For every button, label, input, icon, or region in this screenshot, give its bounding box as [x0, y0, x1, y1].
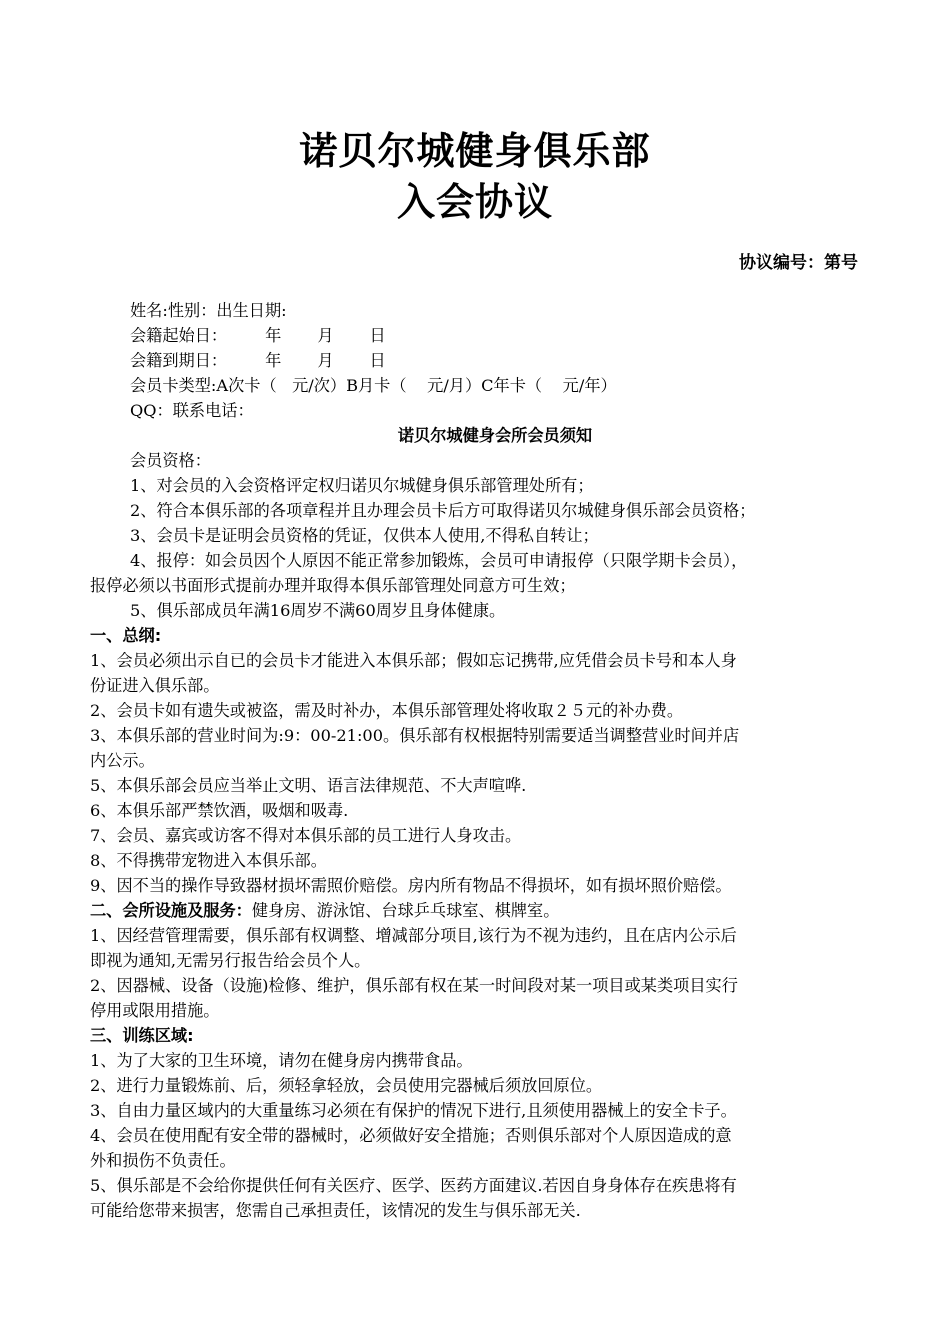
- training-rule-line: 3、自由力量区域内的大重量练习必须在有保护的情况下进行,且须使用器械上的安全卡子。: [90, 1101, 737, 1120]
- section-heading-facilities: [90, 900, 870, 922]
- facilities-rule-line: 2、因器械、设备（设施)检修、维护，俱乐部有权在某一时间段对某一项目或某类项目实行: [90, 976, 738, 995]
- document-subtitle: 入会协议: [396, 180, 553, 224]
- facilities-rule-line: 即视为通知,无需另行报告给会员个人。: [90, 951, 371, 970]
- membership-end-line: [130, 350, 910, 372]
- training-rule-line: 1、为了大家的卫生环境，请勿在健身房内携带食品。: [90, 1051, 473, 1070]
- document-title: 诺贝尔城健身俱乐部: [299, 129, 651, 173]
- general-rule-line: 内公示。: [90, 751, 155, 770]
- general-rule-line: 8、不得携带宠物进入本俱乐部。: [90, 851, 327, 870]
- training-rule-line: 2、进行力量锻炼前、后，须轻拿轻放，会员使用完器械后须放回原位。: [90, 1076, 603, 1095]
- start-label: 会籍起始日：: [130, 326, 228, 345]
- notice-title: 诺贝尔城健身会所会员须知: [397, 426, 593, 445]
- section-heading-training: 三、训练区域:: [90, 1026, 194, 1045]
- agreement-number: 协议编号：第号: [739, 253, 858, 273]
- name-field-line: 姓名:性别：出生日期:: [130, 301, 287, 320]
- general-rule-line: 9、因不当的操作导致器材损坏需照价赔偿。房内所有物品不得损坏，如有损坏照价赔偿。: [90, 876, 732, 895]
- training-rule-line: 外和损伤不负责任。: [90, 1151, 236, 1170]
- qualification-item: 2、符合本俱乐部的各项章程并且办理会员卡后方可取得诺贝尔城健身俱乐部会员资格；: [130, 501, 756, 520]
- month-label: 月: [317, 351, 334, 370]
- membership-start-line: [130, 325, 910, 347]
- qualification-item-continued: 报停必须以书面形式提前办理并取得本俱乐部管理处同意方可生效；: [90, 576, 576, 595]
- qualification-item: 5、俱乐部成员年满16周岁不满60周岁且身体健康。: [130, 601, 506, 620]
- general-rule-line: 份证进入俱乐部。: [90, 676, 220, 695]
- qualification-item: 1、对会员的入会资格评定权归诺贝尔城健身俱乐部管理处所有；: [130, 476, 594, 495]
- general-rule-line: 7、会员、嘉宾或访客不得对本俱乐部的员工进行人身攻击。: [90, 826, 522, 845]
- year-label: 年: [265, 351, 282, 370]
- general-rule-line: 6、本俱乐部严禁饮酒，吸烟和吸毒.: [90, 801, 349, 820]
- section-heading-general: 一、总纲:: [90, 626, 162, 645]
- qualification-item: 4、报停：如会员因个人原因不能正常参加锻炼，会员可申请报停（只限学期卡会员），: [130, 551, 748, 570]
- day-label: 日: [369, 351, 386, 370]
- qualification-item: 3、会员卡是证明会员资格的凭证，仅供本人使用,不得私自转让；: [130, 526, 599, 545]
- general-rule-line: 5、本俱乐部会员应当举止文明、语言法律规范、不大声喧哗.: [90, 776, 527, 795]
- day-label: 日: [369, 326, 386, 345]
- general-rule-line: 2、会员卡如有遗失或被盗，需及时补办，本俱乐部管理处将收取２５元的补办费。: [90, 701, 684, 720]
- general-rule-line: 3、本俱乐部的营业时间为:9：00-21:00。俱乐部有权根据特别需要适当调整营业时间并店: [90, 726, 740, 745]
- training-rule-line: 4、会员在使用配有安全带的器械时，必须做好安全措施；否则俱乐部对个人原因造成的意: [90, 1126, 732, 1145]
- facilities-heading: 二、会所设施及服务：: [90, 901, 252, 920]
- facilities-list: 健身房、游泳馆、台球乒乓球室、棋牌室。: [251, 901, 560, 920]
- year-label: 年: [265, 326, 282, 345]
- month-label: 月: [317, 326, 334, 345]
- training-rule-line: 可能给您带来损害，您需自己承担责任，该情况的发生与俱乐部无关.: [90, 1201, 581, 1220]
- training-rule-line: 5、俱乐部是不会给你提供任何有关医疗、医学、医药方面建议.若因自身身体存在疾患将有: [90, 1176, 737, 1195]
- end-label: 会籍到期日：: [130, 351, 228, 370]
- general-rule-line: 1、会员必须出示自已的会员卡才能进入本俱乐部；假如忘记携带,应凭借会员卡号和本人身: [90, 651, 737, 670]
- contact-line: QQ：联系电话：: [130, 401, 254, 420]
- qualification-heading: 会员资格：: [130, 451, 211, 470]
- card-type-line: 会员卡类型:A次卡（ 元/次）B月卡（ 元/月）C年卡（ 元/年）: [130, 376, 617, 395]
- facilities-rule-line: 1、因经营管理需要，俱乐部有权调整、增减部分项目,该行为不视为违约，且在店内公示后: [90, 926, 737, 945]
- facilities-rule-line: 停用或限用措施。: [90, 1001, 220, 1020]
